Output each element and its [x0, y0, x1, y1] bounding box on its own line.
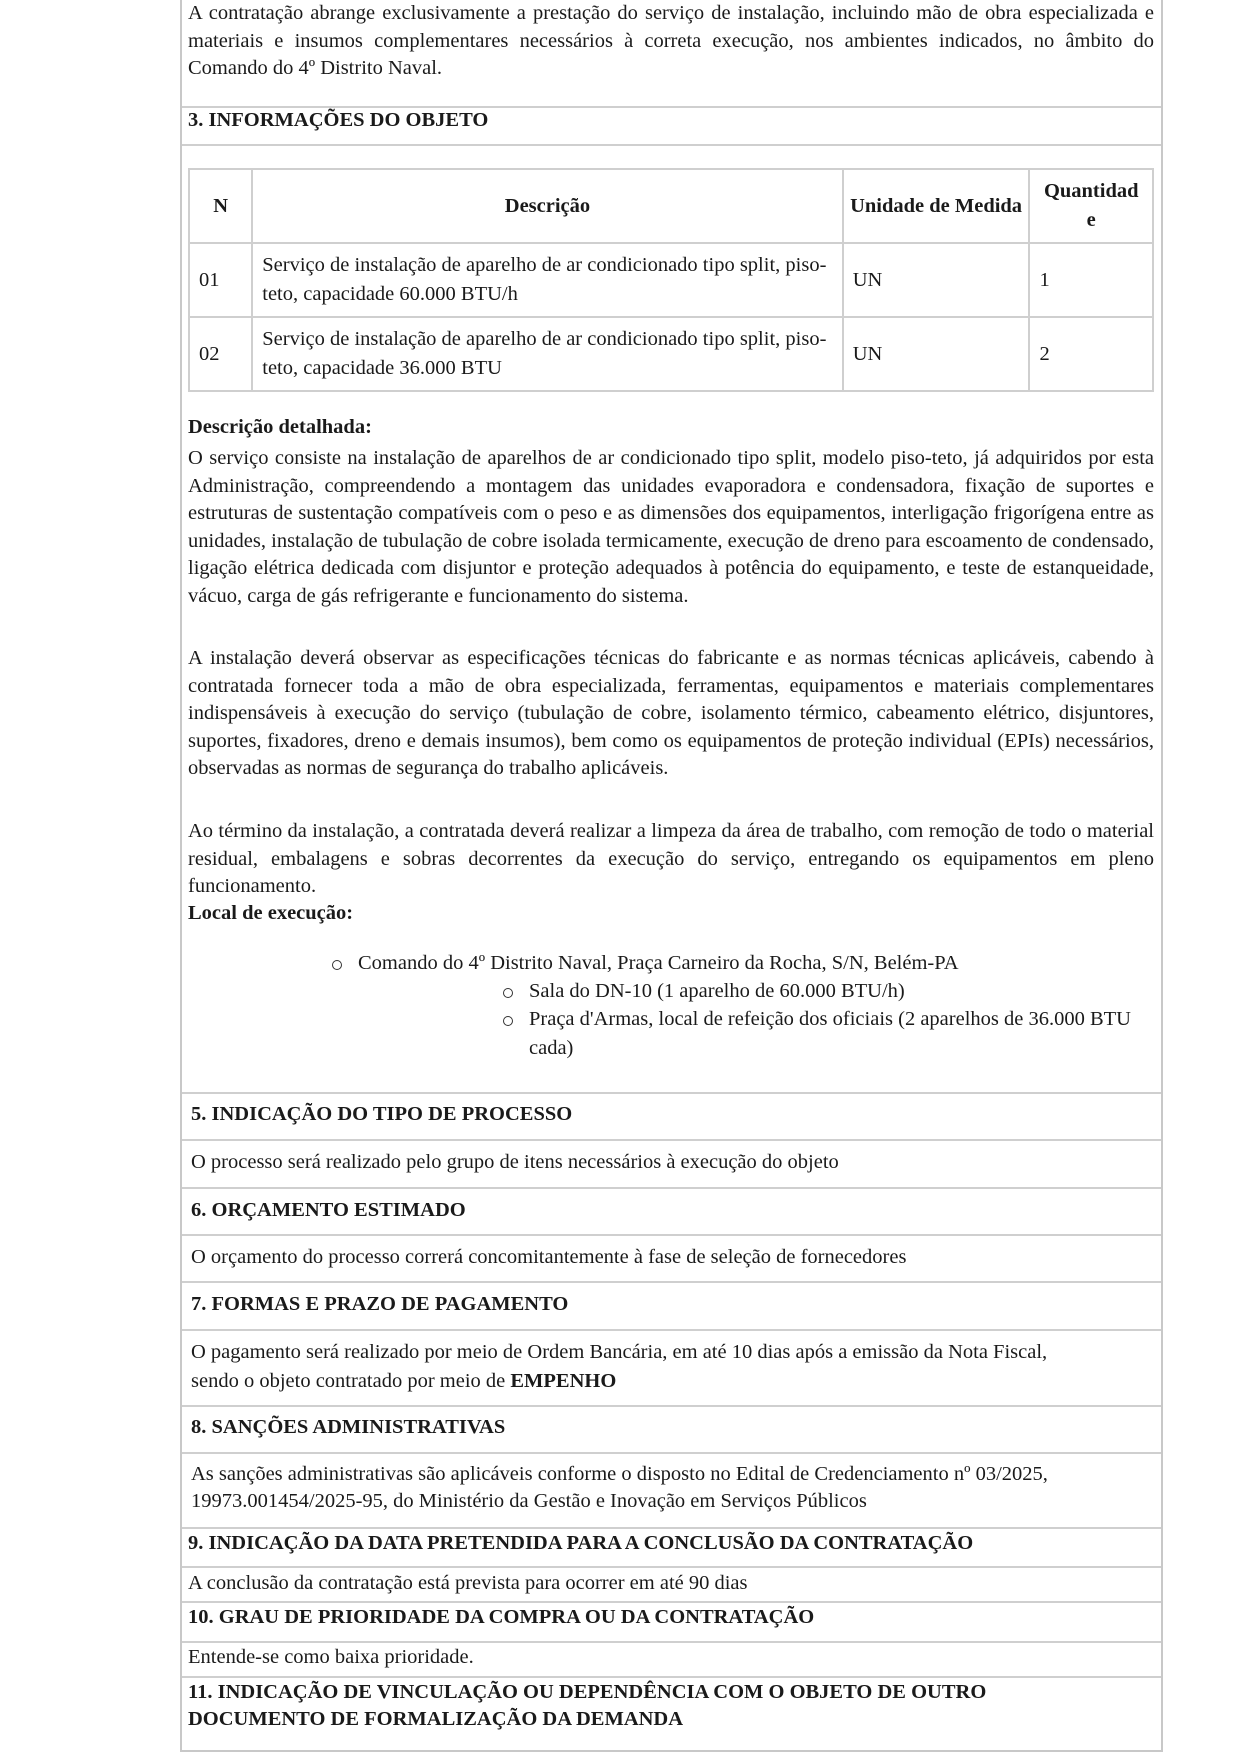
divider: [182, 144, 1161, 146]
row-unit: UN: [843, 243, 1030, 317]
document-frame: [180, 0, 1163, 1752]
divider: [182, 1234, 1161, 1236]
section-8-body: As sanções administrativas são aplicáveis conforme o disposto no Edital de Credenciamento nº 03/2025, 19973.001454/2025-95, do Ministério da Gestão e Inovação em Serviços Públicos: [191, 1463, 1048, 1512]
divider: [182, 1566, 1161, 1568]
section-5-body: O processo será realizado pelo grupo de itens necessários à execução do objeto: [191, 1151, 839, 1173]
section-7-body: [191, 1338, 1091, 1396]
section-9-title: 9. INDICAÇÃO DA DATA PRETENDIDA PARA A CONCLUSÃO DA CONTRATAÇÃO: [188, 1532, 974, 1554]
detail-paragraph-1: O serviço consiste na instalação de aparelhos de ar condicionado tipo split, modelo piso-teto, já adquiridos por esta Administração, compreendendo a montagem das unidades evaporadora e condensadora, fixação de suportes e estruturas de sustentação compatíveis com o peso e as dimensões dos equipamentos, interligação frigorígena entre as unidades, instalação de tubulação de cobre isolada termicamente, execução de dreno para escoamento de condensado, ligação elétrica dedicada com disjuntor e proteção adequados à potência do equipamento, e teste de estanqueidade, vácuo, carga de gás refrigerante e funcionamento do sistema.: [188, 447, 1154, 607]
detail-paragraph-3: Ao término da instalação, a contratada deverá realizar a limpeza da área de trabalho, com remoção de todo o material residual, embalagens e sobras decorrentes da execução do serviço, entregando os equipamentos em pleno funcionamento.: [188, 820, 1154, 897]
location-item: Comando do 4º Distrito Naval, Praça Carneiro da Rocha, S/N, Belém-PA: [358, 952, 959, 974]
bullet-icon: [332, 960, 342, 970]
section-8-title: 8. SANÇÕES ADMINISTRATIVAS: [191, 1416, 506, 1438]
header-unit: [843, 169, 1030, 243]
section-10-body: Entende-se como baixa prioridade.: [188, 1646, 474, 1668]
section-7-body-emphasis: EMPENHO: [510, 1370, 617, 1392]
divider: [182, 1187, 1161, 1189]
header-quantity: [1029, 169, 1153, 243]
row-quantity: 1: [1029, 243, 1153, 317]
section-3-title: 3. INFORMAÇÕES DO OBJETO: [188, 109, 489, 131]
header-unit-label: Unidade de Medida: [850, 194, 1023, 217]
divider: [182, 1527, 1161, 1529]
bullet-icon: [503, 1016, 513, 1026]
divider: [182, 1281, 1161, 1283]
row-quantity: 2: [1029, 317, 1153, 391]
section-7-title: 7. FORMAS E PRAZO DE PAGAMENTO: [191, 1293, 569, 1315]
header-n: N: [189, 169, 252, 243]
table-row: [189, 317, 1153, 391]
bullet-icon: [503, 988, 513, 998]
divider: [182, 1452, 1161, 1454]
row-description: Serviço de instalação de aparelho de ar condicionado tipo split, piso-teto, capacidade 36.000 BTU: [252, 317, 842, 391]
detail-paragraph-2: A instalação deverá observar as especificações técnicas do fabricante e as normas técnicas aplicáveis, cabendo à contratada fornecer toda a mão de obra especializada, ferramentas, equipamentos e materiais complementares indispensáveis à execução do serviço (tubulação de cobre, isolamento térmico, cabeamento elétrico, disjuntores, suportes, fixadores, dreno e demais insumos), bem como os equipamentos de proteção individual (EPIs) necessários, observadas as normas de segurança do trabalho aplicáveis.: [188, 647, 1154, 779]
row-n: 01: [189, 243, 252, 317]
sublocation-item: Sala do DN-10 (1 aparelho de 60.000 BTU/h): [529, 980, 905, 1002]
divider: [182, 1601, 1161, 1603]
section-9-body: A conclusão da contratação está prevista para ocorrer em até 90 dias: [188, 1572, 748, 1594]
divider: [182, 1139, 1161, 1141]
row-description: Serviço de instalação de aparelho de ar condicionado tipo split, piso-teto, capacidade 60.000 BTU/h: [252, 243, 842, 317]
sublocation-item: Praça d'Armas, local de refeição dos oficiais (2 aparelhos de 36.000 BTU cada): [529, 1008, 1131, 1059]
row-n: 02: [189, 317, 252, 391]
divider: [182, 1676, 1161, 1678]
row-unit: UN: [843, 317, 1030, 391]
header-quantity-label: Quantidade: [1043, 180, 1139, 231]
object-table: [188, 168, 1154, 392]
section-7-body-text: O pagamento será realizado por meio de Ordem Bancária, em até 10 dias após a emissão da Nota Fiscal, sendo o objeto contratado por meio de: [191, 1341, 1048, 1392]
table-header-row: [189, 169, 1153, 243]
intro-paragraph: A contratação abrange exclusivamente a prestação do serviço de instalação, incluindo mão de obra especializada e materiais e insumos complementares necessários à correta execução, nos ambientes indicados, no âmbito do Comando do 4º Distrito Naval.: [188, 2, 1154, 79]
section-6-title: 6. ORÇAMENTO ESTIMADO: [191, 1199, 466, 1221]
header-description: Descrição: [252, 169, 842, 243]
section-10-title: 10. GRAU DE PRIORIDADE DA COMPRA OU DA CONTRATAÇÃO: [188, 1606, 815, 1628]
section-5-title: 5. INDICAÇÃO DO TIPO DE PROCESSO: [191, 1103, 573, 1125]
divider: [182, 1329, 1161, 1331]
divider: [182, 1092, 1161, 1094]
table-row: [189, 243, 1153, 317]
location-label: Local de execução:: [188, 902, 354, 924]
section-11-title: 11. INDICAÇÃO DE VINCULAÇÃO OU DEPENDÊNCIA COM O OBJETO DE OUTRO DOCUMENTO DE FORMALIZAÇÃO DA DEMANDA: [188, 1681, 987, 1730]
location-list: [182, 950, 1162, 1070]
section-6-body: O orçamento do processo correrá concomitantemente à fase de seleção de fornecedores: [191, 1246, 907, 1268]
divider: [182, 1405, 1161, 1407]
detail-label: Descrição detalhada:: [188, 416, 372, 438]
